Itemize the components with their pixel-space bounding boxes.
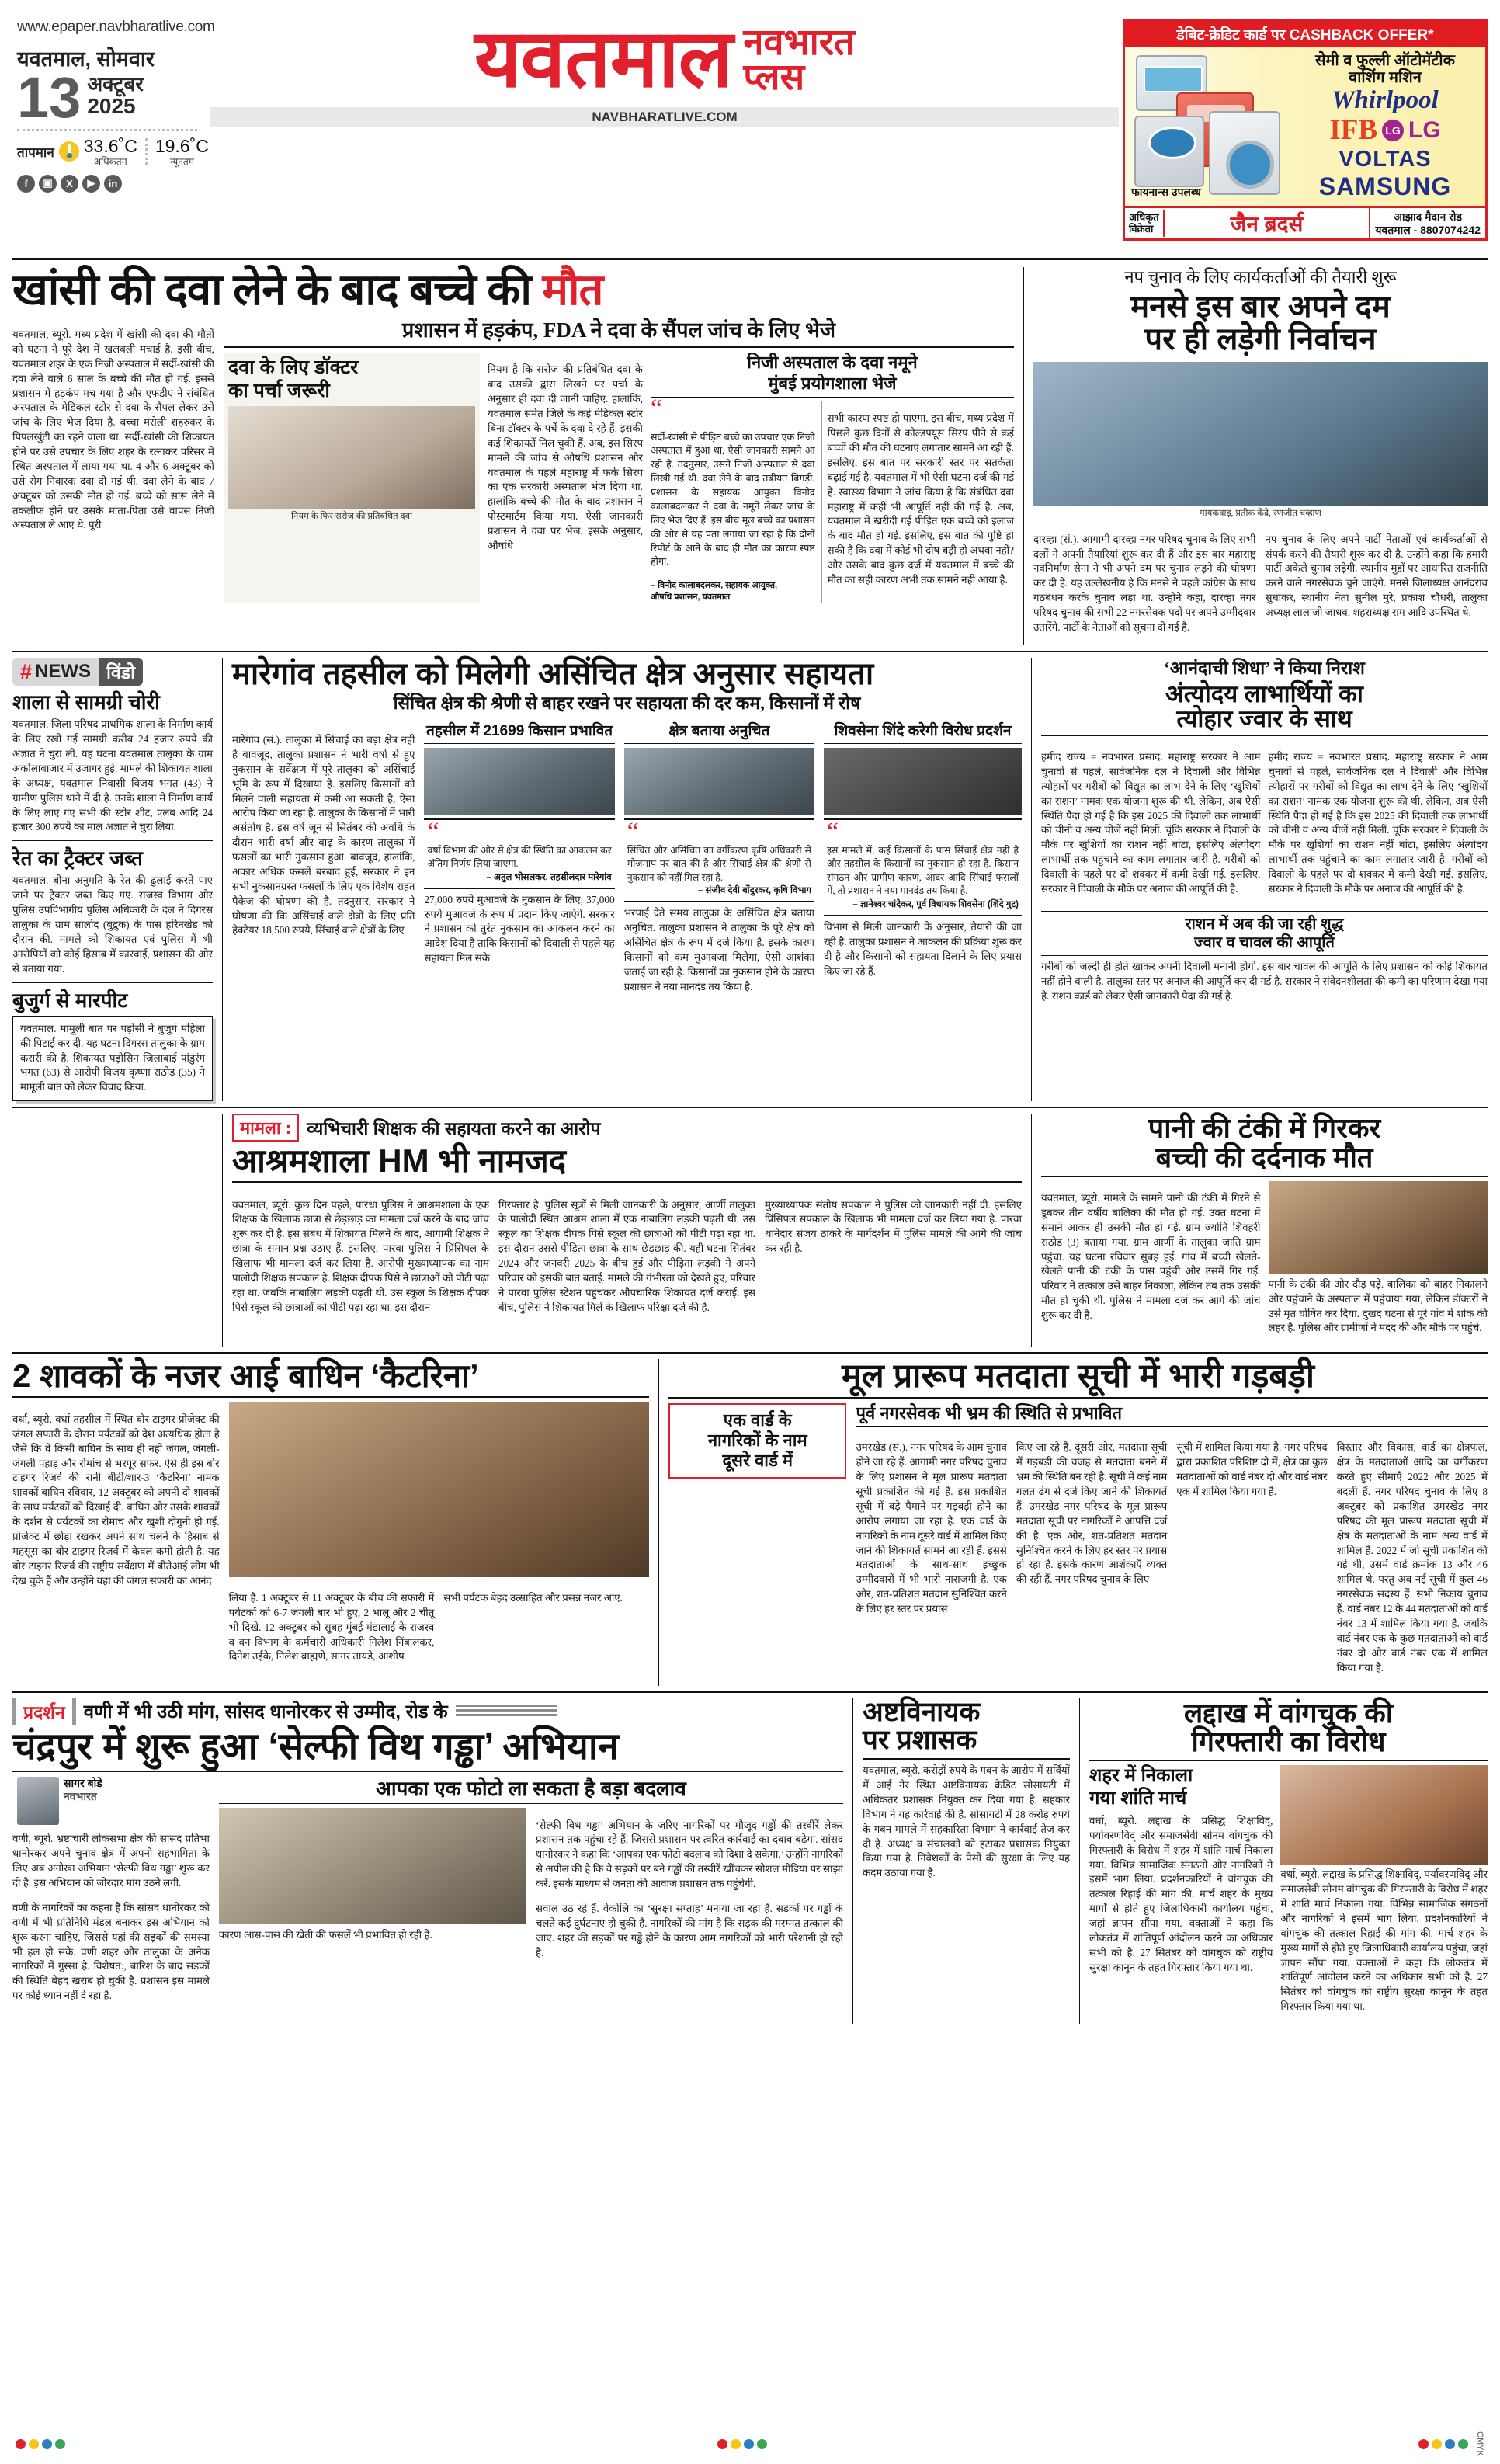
ladakh-photo-col — [1280, 1765, 1488, 2024]
ladakh-sub-col — [1089, 1765, 1273, 2024]
news-tag-right: विंडो — [99, 658, 143, 686]
ladakh-sub-title-line2: गया शांति मार्च — [1089, 1788, 1187, 1809]
ashtavinayak-story — [852, 1698, 1070, 2025]
section-rule-2 — [12, 1107, 1488, 1108]
date-month: अक्टूबर — [87, 72, 144, 96]
lead-paragraph-3: सर्दी-खांसी से पीड़ित बच्चे का उपचार एक निजी अस्पताल में हुआ था, ऐसी जानकारी सामने आ रही है. तदनुसार, उसने निजी अस्पताल से दवा लिखी गई थी. दवा लेने के बाद तबीयत बिगड़ी. प्रशासन के सहायक आयुक्त विनोद कालाबदलकर ने दवा के नमूने लेकर जांच के लिए भेज दिए हैं. इस बीच मूल बच्चे का प्रशासन की ओर से यह पता लगाया जा रहा है कि दोनों रिपोर्ट के आने के बाद ही मौत का कारण स्पष्ट होगा. — [651, 431, 815, 568]
selfie-paragraph-3: ‘सेल्फी विथ गड्ढा’ अभियान के जरिए नागरिकों पर मौजूद गड्ढों की तस्वीरें लेकर प्रशासन तक पहुंचा रहे हैं, जिससे प्रशासन पर त्वरित कार्रवाई का दबाव बढ़ेगा. सांसद धानोरकर ने कहा कि ‘आपका एक फोटो बदलाव को दिशा दे सकेगा.’ उन्होंने नागरिकों से अपील की है कि वे सड़कों पर बने गड्ढों की तस्वीरें खींचकर सोशल मीडिया पर साझा करें. इसके माध्यम से जनता की आवाज प्रशासन तक पहुंचेगी. — [535, 1819, 843, 1890]
lg-logo-icon: LG — [1382, 120, 1404, 141]
theft-story-body: यवतमाल. जिला परिषद प्राथमिक शाला के निर्माण कार्य के लिए रखी गई सामग्री करीब 24 हजार रुपये की अज्ञात ने चुरा ली. यह घटना यवतमाल तालुका के ग्राम अकोलाबाजार में उजागर हुई. मामले की शिकायत शाला के अध्यक्ष, यवतमाल निवासी विजय भगत (43) ने ग्रामीण पुलिस थाने में दी है. उनके शाला में निर्माण कार्य के लिए लाए गए सभी की स्टोर शीट, एलंब आदि 24 हजार 300 रुपये का माल अज्ञात ने चुरा लिया. — [12, 718, 213, 833]
ad-brand-samsung: SAMSUNG — [1318, 172, 1452, 201]
mns-story — [1023, 267, 1488, 645]
website-strip[interactable] — [210, 107, 1119, 127]
ad-address-line1: आझाद मैदान रोड — [1394, 210, 1463, 224]
website-strip-text: NAVBHARATLIVE.COM — [592, 109, 738, 124]
masthead-left-info — [12, 19, 215, 193]
assault-story-box — [12, 1016, 213, 1101]
color-dot-yellow-3 — [1432, 2439, 1442, 2449]
anandachi-story — [1031, 658, 1488, 1101]
lead-subbox-title-line2: का पर्चा जरूरी — [228, 380, 330, 402]
lead-right-box-title-line2: मुंबई प्रयोगशाला भेजे — [768, 373, 897, 393]
medicine-photo-caption: नियम के फिर सरोज की प्रतिबंधित दवा — [290, 512, 413, 522]
color-dot-red — [16, 2439, 26, 2449]
maregaon-boxed-stat: तहसील में 21699 किसान प्रभावित — [424, 723, 614, 744]
temperature-min: 19.6˚C — [155, 135, 209, 156]
tank-headline-line2: बच्ची की दर्दनाक मौत — [1155, 1141, 1373, 1173]
lead-right-box-title — [651, 353, 1014, 398]
temperature-max: 33.6˚C — [83, 135, 137, 156]
epaper-url[interactable]: www.epaper.navbharatlive.com — [17, 19, 215, 35]
news-window-tag[interactable] — [12, 658, 143, 686]
lead-quote-col — [651, 394, 815, 603]
lead-paragraph-4-col — [821, 401, 1014, 603]
twitter-x-icon[interactable]: X — [61, 175, 78, 193]
third-band-spacer — [12, 1114, 213, 1346]
ad-brand-ifb: IFB — [1329, 114, 1377, 147]
tank-photo — [1269, 1181, 1488, 1274]
lead-subbox-title-line1: दवा के लिए डॉक्टर — [228, 356, 359, 379]
selfie-author-avatar — [17, 1777, 59, 1825]
color-dot-red-2 — [717, 2439, 727, 2449]
maregaon-col-4 — [824, 723, 1022, 1005]
voterlist-text-col — [856, 1403, 1488, 1686]
selfie-story — [12, 1698, 843, 2025]
ashram-story — [222, 1114, 1022, 1346]
maregaon-subdeck-mid: क्षेत्र बताया अनुचित — [624, 723, 814, 744]
anandachi-paragraph-1: हमीद राज्य = नवभारत प्रसाद. महाराष्ट्र सरकार ने आम चुनावों से पहले, सार्वजनिक दल ने दिवाली और विभिन्न त्योहारों पर गरीबों को विद्युत का लाभ देने के लिए ‘खुशियों का राशन’ नामक एक योजना शुरू की थी. लेकिन, अब ऐसी स्थिति पैदा हो गई है कि इस 2025 की दिवाली तक लाभार्थी को चीनी व अन्य चीजें नहीं मिलीं. चूंकि सरकार ने दिवाली के मौके पर खुशियों का राशन नहीं बांटा, इसलिए अंत्योदय लाभार्थी तक पहुंचाने का काम लगातार जारी है. गरीबों को दिवाली के पहले पर दो शक्कर में कमी देखी गई. इसलिए, सरकार ने दिवाली के मौके पर अनाज की आपूर्ति की है. — [1041, 751, 1261, 895]
maregaon-col-3 — [624, 723, 814, 1005]
cmyk-mark: CMYK — [1475, 2431, 1484, 2456]
news-tag-left — [12, 658, 99, 686]
ad-address — [1369, 208, 1485, 238]
ad-brand-row — [1291, 113, 1479, 147]
sand-story-title: रेत का ट्रैक्टर जब्त — [12, 846, 143, 871]
selfie-paragraph-4: सवाल उठ रहे हैं. वेकोलि का ‘सुरक्षा सप्ताह’ मनाया जा रहा है. सड़कों पर गड्ढों के चलते कई दुर्घटनाएं हो चुकी हैं. नागरिकों की मांग है कि सड़क की मरम्मत तत्काल की जाए. शहर की सड़कों पर गड्ढे होने के कारण आम नागरिकों को भारी परेशानी हो रही है. — [535, 1903, 843, 1958]
voterlist-callout-line1: एक वार्ड के — [723, 1409, 792, 1430]
ad-brand-whirlpool: Whirlpool — [1332, 85, 1439, 114]
lead-headline-highlight: मौत — [542, 265, 603, 314]
lead-quote-attrib-line2: औषधि प्रशासन, यवतमाल — [651, 592, 731, 602]
ashtavinayak-headline-line2: पर प्रशासक — [863, 1725, 977, 1756]
voterlist-callout-text — [677, 1410, 838, 1472]
footer-color-bar-right — [1418, 2431, 1484, 2456]
lead-column-1 — [12, 318, 214, 603]
third-band — [12, 1114, 1488, 1346]
color-dot-green — [55, 2439, 65, 2449]
fourth-band — [12, 1359, 1488, 1686]
anandachi-sub-title — [1041, 911, 1488, 956]
voterlist-paragraph-3: सूची में शामिल किया गया है. नगर परिषद द्वारा प्रकाशित परिशिष्ट दो में, क्षेत्र का कुछ मतदाताओं को वार्ड नंबर दो और वार्ड नंबर एक में शामिल किया गया है. — [1176, 1441, 1328, 1498]
masthead-brand-plus: प्लस — [743, 55, 805, 97]
maregaon-quote-1 — [424, 818, 614, 889]
tank-col-1 — [1041, 1181, 1261, 1347]
news-window-column — [12, 658, 213, 1101]
ad-address-line2: यवतमाल - 8807074242 — [1375, 223, 1481, 236]
maregaon-paragraph-1: मारेगांव (सं.). तालुका में सिंचाई का बड़ा क्षेत्र नहीं है बावजूद, तालुका प्रशासन ने भारी वर्षा से हुए नुकसान के सर्वेक्षण में पूरे तालुका को असिंचाई भूमि के रूप में दिखाया है. इसलिए किसानों को मिलने वाली सहायता में कमी आ सकती है, ऐसा आरोप किया जा रहा है. तालुका के किसानों में भारी असंतोष है. इस वर्ष जून से सितंबर की अवधि के दौरान भारी वर्षा और बाढ़ के कारण तालुका में फसलों का भारी नुकसान हुआ. बावजूद, हालांकि, अकार अधिक फसलें बरबाद हुईं, सरकार ने इन सभी नुकसानग्रस्त फसलों के लिए एक विशेष राहत पैकेज की घोषणा की है. तदनुसार, सरकार ने घोषणा की कि असिंचाई वाले क्षेत्रों के लिए प्रति हेक्टेयर 18,500 रुपये, सिंचाई वाले क्षेत्रों के लिए — [232, 734, 415, 937]
voterlist-paragraph-1: उमरखेड (सं.). नगर परिषद के आम चुनाव होने जा रहे हैं. आगामी नगर परिषद चुनाव के लिए प्रशासन ने मूल प्रारूप मतदाता सूची प्रकाशित की गई है. इस प्रकाशित सूची में बड़े पैमाने पर गड़बड़ी होने का आरोप लगाया जा रहा है. एक वार्ड के नागरिकों के नाम दूसरे वार्ड में शामिल किए जाने की शिकायतें सामने आ रही हैं. इससे मतदाताओं के साथ-साथ इच्छुक उम्मीदवारों में भी भारी नाराजगी है. एक ओर, शत-प्रतिशत मतदान सुनिश्चित करने के लिए हर स्तर पर प्रयास — [856, 1441, 1007, 1615]
ashtavinayak-headline — [863, 1698, 1070, 1760]
anandachi-headline-line1: अंत्योदय लाभार्थियों का — [1165, 679, 1363, 707]
mns-photo — [1033, 362, 1488, 506]
selfie-tag-text: वणी में भी उठी मांग, सांसद धानोरकर से उम्मीद, रोड के — [83, 1701, 448, 1723]
news-tag-label: NEWS — [35, 661, 92, 683]
anandachi-sub-body: गरीबों को जल्दी ही होते खाकर अपनी दिवाली मनानी होगी. इस बार चावल की आपूर्ति के लिए प्रशासन को कोई शिकायत नहीं होने वाली है. तालुका स्तर पर अनाज की आपूर्ति कर दी गई है. सरकार ने संवेदनशीलता की कमी का परिणाम देखा गया है. राशन कार्ड को लेकर ऐसी जानकारी पैदा की गई है. — [1041, 961, 1488, 1002]
selfie-tagline — [12, 1698, 843, 1725]
selfie-byline-org: नवभारत — [64, 1789, 97, 1802]
maregaon-paragraph-4: विभाग से मिली जानकारी के अनुसार, तैयारी की जा रही है. तालुका प्रशासन ने आकलन की प्रक्रिया शुरू कर दी है और किसानों को सहायता दिलाने के लिए प्रयास किए जा रहे हैं. — [823, 920, 1022, 977]
ladakh-sub-title — [1089, 1765, 1273, 1810]
fifth-band — [12, 1698, 1488, 2025]
anandachi-headline-line2: त्योहार ज्वार के साथ — [1176, 705, 1352, 733]
tiger-story — [12, 1359, 649, 1686]
maregaon-quote-text-2: सिंचित और असिंचित का वर्गीकरण कृषि अधिकारी से मोजमाप पर बात की है और सिंचाई क्षेत्र की श्रेणी से नुकसान को नहीं मिल रहा है. — [627, 844, 811, 883]
tiger-photo — [229, 1402, 649, 1577]
ad-box — [1123, 19, 1488, 241]
lead-story — [12, 267, 1014, 645]
date-day: 13 — [17, 65, 82, 130]
ladakh-sub-title-line1: शहर में निकाला — [1089, 1765, 1193, 1787]
selfie-main-col — [219, 1777, 843, 2014]
voterlist-story — [658, 1359, 1488, 1686]
ashtavinayak-body: यवतमाल, ब्यूरो. करोड़ों रुपये के गबन के आरोप में सर्वियों में आई नेर स्थित अष्टविनायक क्रेडिट सोसायटी में अधिकतर प्रशासक नियुक्त कर दिया गया है. सहकार विभाग ने यह कार्रवाई की है. सोसायटी में 28 करोड़ रुपये के गबन मामले में सहकारिता विभाग ने कार्रवाई तेज कर दी है. अध्यक्ष व संचालकों को हटाकर प्रशासक नियुक्त किया गया है. निवेशकों के पैसों की सुरक्षा के लिए यह कदम उठाया गया है. — [863, 1764, 1070, 1879]
tiger-headline: 2 शावकों के नजर आई बाधिन ‘कैटरिना’ — [12, 1359, 649, 1398]
voterlist-paragraph-2: किए जा रहे हैं. दूसरी ओर, मतदाता सूची में गड़बड़ी की वजह से मतदाता बनने में भ्रम की स्थिति बन रही है. सूची में कई नाम गलत ढंग से दर्ज किए जाने की शिकायतें हैं. उमरखेड नगर परिषद के मूल प्रारूप मतदाता सूची पर नागरिकों ने आपत्ति दर्ज की है. एक ओर, शत-प्रतिशत मतदान सुनिश्चित करने के लिए हर स्तर पर प्रयास हो रहा है. इसके कारण आशंकाएँ व्यक्त की रही हैं. नगर परिषद चुनाव के लिए — [1016, 1441, 1168, 1586]
footer-color-bar-center — [717, 2439, 767, 2449]
instagram-icon[interactable]: ▣ — [39, 175, 57, 193]
maregaon-col-2 — [424, 723, 614, 1005]
lead-right-box-title-line1: निजी अस्पताल के दवा नमूने — [747, 353, 918, 373]
anandachi-sub-title-line1: राशन में अब की जा रही शुद्ध — [1185, 916, 1344, 933]
masthead-title: यवतमाल — [474, 14, 733, 104]
color-dot-yellow-2 — [731, 2439, 741, 2449]
ashram-paragraph-1: यवतमाल, ब्यूरो. कुछ दिन पहले, पारधा पुलिस ने आश्रमशाला के एक शिक्षक के खिलाफ छात्रा से छेड़छाड़ का मामला दर्ज करने के बाद जांच शुरू कर दी है. इस संबंध में शिकायत मिलने के बाद, आगामी शिक्षक ने छात्रा के समान प्रश्न उठाए हैं. इसलिए, पारवा पुलिस ने प्रिंसिपल के खिलाफ भी मामला दर्ज कर लिया है. आरोपी मुख्याध्यापक का नाम पालोदी शिक्षक सपकाल है. शिक्षक दीपक पिसे ने छात्राओं को पीटी पढ़ा रहा था. जबकि नाबालिग लड़की पढ़ती थी. उस स्कूल के शिक्षक दीपक पिसे स्कूल की छात्राओं को पीटी पढ़ा रहा था. इस दौरान — [232, 1198, 489, 1313]
theft-story-title: शाला से सामग्री चोरी — [12, 690, 160, 714]
maregaon-paragraph-3: भरपाई देते समय तालुका के असिंचित क्षेत्र बताया अनुचित. तालुका प्रशासन ने तालुका के पूरे क्षेत्र को असिंचित क्षेत्र के रूप में दर्ज किया है. इसके कारण किसानों को कम मुआवजा मिलेगा, ऐसी आशंका जताई जा रही है. किसानों का नुकसान होने के कारण प्रशासन ने नया मानदंड तय किया है. — [623, 907, 814, 992]
tiger-paragraph-1: वर्धा, ब्यूरो. वर्धा तहसील में स्थित बोर टाइगर प्रोजेक्ट की जंगल सफारी के दौरान पर्यटकों को देश अत्यधिक होता है जैसे कि वे किसी बाघिन के साथ ही नहीं जंगल, जंगली-जंगली पहाड़ और रोमांच से भरपूर सफर. ऐसे ही इस बोर टाइगर रिजर्व की रानी बीटी/शार-3 ‘कैटरिना’ नामक शावकों बाघिन रविवार, 12 अक्टूबर को अपनी दो शावकों के साथ पर्यटकों को दिखाई दी. बाघिन और उसके शावकों के दर्शन से पर्यटकों का रोमांच और खुशी दोगुनी हो गई. प्रोजेक्ट में छोड़ा रखकर अपने साथ चलने के हिसाब से महसूस का बोर टाइगर रिजर्व में केवल कमी होती है. यह बोर टाइगर रिजर्व की राष्ट्रीय सर्वेक्षण में बीतेआई लोग भी देख चुके हैं और उन्होंने यहां की जंगल सफारी का आनंद — [12, 1413, 220, 1586]
maregaon-quote-2 — [624, 818, 814, 903]
mns-headline-line2: पर ही लड़ेगी निर्वाचन — [1144, 322, 1377, 357]
selfie-byline-name: सागर बोडे — [64, 1777, 102, 1790]
color-dot-green-3 — [1458, 2439, 1468, 2449]
temperature-max-label: अधिकतम — [93, 155, 127, 167]
ad-line-2: वाशिंग मशिन — [1349, 69, 1422, 87]
selfie-paragraph-2: वणी के नागरिकों का कहना है कि सांसद धानोरकर को वणी में भी प्रतिनिधि मंडल बनाकर इस अभियान को शुरू करना चाहिए, जिससे यहां की सड़कों की समस्या भी हल हो सके. वणी शहर और तालुका के अनेक नागरिकों में गुस्सा है. विशेषत:, बारिश के बाद सड़कों की स्थिति बेहद खराब हो चुकी है. प्रशासन इस मामले पर कोई ध्यान नहीं दे रहा है. — [12, 1901, 210, 2002]
maregaon-quote-name-2: – संजीव देवी बोंदुरकर, कृषि विभाग — [697, 886, 811, 896]
ad-brand-voltas: VOLTAS — [1339, 147, 1432, 172]
masthead-advertisement[interactable] — [1123, 19, 1488, 241]
facebook-icon[interactable]: f — [17, 175, 35, 193]
selfie-photo-caption: कारण आस-पास की खेती की फसलें भी प्रभावित हो रही हैं. — [218, 1929, 432, 1941]
lead-headline-main: खांसी की दवा लेने के बाद बच्चे की — [12, 265, 543, 314]
color-dot-blue-3 — [1445, 2439, 1455, 2449]
voterlist-headline: मूल प्रारूप मतदाता सूची में भारी गड़बड़ी — [668, 1359, 1488, 1399]
tank-col-2 — [1269, 1181, 1488, 1347]
masthead-logo-area — [207, 14, 1123, 127]
tank-headline-line1: पानी की टंकी में गिरकर — [1148, 1112, 1381, 1145]
sand-story-body: यवतमाल. बीना अनुमति के रेत की ढुलाई करते पाए जाने पर ट्रैक्टर जब्त किए गए. राजस्व विभाग और पुलिस उपविभागीय पुलिस अधिकारी के दल ने दिगरस तालुका के ग्राम सालोद (बुद्रुक) के पास हरिनखेड को दौरान की. मामले को शिकायत एवं पुलिस में भी आरोपियों को कोई हिसाब में कारवाई, प्रशासन की ओर से बताया गया. — [12, 874, 213, 975]
selfie-red-tag: प्रदर्शन — [12, 1698, 76, 1725]
voterlist-callout-line3: दूसरे वार्ड में — [722, 1451, 793, 1471]
ad-authorized-line1: अधिकृत — [1129, 211, 1159, 224]
maregaon-quote-name-3: – ज्ञानेश्वर चांदेकर, पूर्व विधायक शिवसेना (शिंदे गुट) — [852, 899, 1019, 909]
ladakh-headline-line1: लद्दाख में वांगचुक की — [1183, 1696, 1394, 1729]
quote-icon-3: “ — [826, 817, 839, 846]
ashram-tagline — [232, 1114, 1022, 1142]
maregaon-quote-text-3: इस मामले में, कई किसानों के पास सिंचाई क्षेत्र नहीं है और तहसील के किसानों का नुकसान हो रहा है. किसान संगठन और ग्रामीण कारण, आदर आदि सिंचाई फसलों में, तो प्रशासन ने नया मानदंड तय किया है. — [826, 844, 1019, 897]
maregaon-quote-3 — [824, 818, 1022, 916]
tiger-photo-col — [229, 1402, 649, 1675]
anandachi-kicker: ‘आनंदाची शिधा’ ने किया निराश — [1164, 659, 1365, 679]
maregaon-story — [222, 658, 1022, 1101]
lead-main-block — [224, 318, 1014, 603]
quote-icon-2: “ — [627, 817, 639, 846]
selfie-photo-col — [219, 1808, 526, 1971]
second-band — [12, 658, 1488, 1101]
ad-finance-text: फायनान्स उपलब्ध — [1131, 186, 1201, 199]
ad-authorized-line2: विक्रेता — [1129, 222, 1154, 235]
ladakh-photo — [1280, 1765, 1488, 1865]
temperature-block — [17, 136, 207, 168]
selfie-byline-col — [12, 1777, 210, 2014]
tank-headline — [1041, 1114, 1488, 1177]
maregaon-photo-2 — [624, 748, 814, 815]
maregaon-photo-1 — [424, 748, 614, 815]
voterlist-callout-box — [668, 1403, 846, 1479]
section-rule-3 — [12, 1352, 1488, 1354]
maregaon-photo-3 — [824, 748, 1022, 815]
hash-icon: # — [20, 659, 33, 683]
lead-paragraph-2: नियम है कि सरोज की प्रतिबंधित दवा के बाद उसकी द्वारा लिखने पर पर्चा के अनुसार ही दवा दी जानी चाहिए. हालांकि, यवतमाल समेत जिले के कई मेडिकल स्टोर बिना डॉक्टर के पर्चे के दवा दे रहे हैं. इसकी कई शिकायतें मिल चुकी हैं. अब, इस सिरप मामले की जांच से औषधि प्रशासन और यवतमाल के पहले महाराष्ट्र में फर्क सिरप का एक सरकारी अस्पताल भंज दिया था. हालांकि बच्चे की मौत के बाद प्रशासन ने पोस्टमार्टम किया गया. ऐसी जानकारी प्रशासन ने दवा पर भेज. इसके अनुसार, औषधि — [488, 363, 643, 551]
ad-footer — [1125, 206, 1485, 238]
tiger-paragraph-2: लिया है. 1 अक्टूबर से 11 अक्टूबर के बीच की सफारी में पर्यटकों को 6-7 जंगली बार भी हुए, 2 भालू और 2 चीतू भी दिखे. 12 अक्टूबर को सुबह मुंबई मंडालाई के राजस्व व वन विभाग के कर्मचारी अधिकारी निलेश निंबालकर, दिनेश उईके, निलेश ब्राह्मणे, सागर तायडे, आशीष — [228, 1591, 435, 1663]
ashram-headline: आश्रमशाला HM भी नामजद — [232, 1144, 1022, 1183]
ad-authorized-dealer — [1125, 210, 1165, 237]
temperature-label: तापमान — [17, 144, 54, 160]
top-section — [12, 267, 1488, 645]
lead-right-box — [651, 353, 1014, 603]
ad-body — [1125, 47, 1485, 206]
triple-rule-icon — [456, 1705, 557, 1719]
maregaon-paragraph-2: 27,000 रुपये मुआवजे के नुकसान के लिए, 37,000 रुपये मुआवजे के रूप में प्रदान किए जाएंगे. सरकार ने प्रशासन को तुरंत नुकसान का आकलन करने का आदेश दिया है ताकि किसानों को दिवाली से पहले यह सहायता मिल सके. — [424, 893, 615, 964]
lead-deck: प्रशासन में हड़कंप, FDA ने दवा के सैंपल जांच के लिए भेजे — [224, 318, 1014, 348]
ad-text-block — [1291, 52, 1479, 201]
ad-line-1: सेमी व फुल्ली ऑटोमॅटीक — [1315, 52, 1455, 69]
maregaon-quote-text-1: वर्षा विभाग की ओर से क्षेत्र की स्थिति का आकलन कर अंतिम निर्णय लिया जाएगा. — [427, 844, 612, 870]
maregaon-col-1 — [232, 723, 415, 1005]
news-window-rule-2 — [12, 982, 213, 983]
ladakh-headline — [1089, 1698, 1488, 1762]
assault-story-title: बुजुर्ग से मारपीट — [12, 988, 128, 1012]
mns-kicker: नप चुनाव के लिए कार्यकर्ताओं की तैयारी शुरू — [1124, 267, 1397, 287]
mns-headline-line1: मनसे इस बार अपने दम — [1130, 290, 1391, 325]
lead-quote-attrib-line1: – विनोद कालाबदलकर, सहायक आयुक्त, — [651, 580, 778, 590]
ashram-paragraph-2: गिरफ्तार है. पुलिस सूत्रों से मिली जानकारी के अनुसार, आर्णी तालुका के पालोदी स्थित आश्रम शाला में एक नाबालिग लड़की पढ़ती थी. उस स्कूल का शिक्षक दीपक पिसे स्कूल की छात्राओं को पीटी पढ़ा रहा था. इस दौरान उससे पीड़िता छात्रा के साथ छेड़छाड़ की. यही घटना सितंबर 2024 और जनवरी 2025 के बीच हुई और पीड़िता लड़की ने अपने परिवार को इसकी बात बताई. मामले की गंभीरता को देखते हुए, परिवार ने पारवा पुलिस स्टेशन पहुंचकर औपचारिक शिकायत दर्ज कराई. इस बीच, पुलिस ने शिकायत मिले के खिलाफ परिक्षा दर्ज की है. — [498, 1198, 755, 1313]
ashram-red-label: मामला : — [232, 1114, 299, 1142]
logo-row — [207, 14, 1123, 104]
section-rule-1 — [12, 651, 1488, 652]
ad-product-images — [1131, 52, 1286, 201]
quote-open-icon: “ — [651, 394, 663, 423]
ladakh-body-1: वर्धा, ब्यूरो. लद्दाख के प्रसिद्ध शिक्षाविद्, पर्यावरणविद् और समाजसेवी सोनम वांगचुक की गिरफ्तारी के विरोध में शहर में शांति मार्च निकाला गया. विभिन्न सामाजिक संगठनों और नागरिकों ने इसमें भाग लिया. प्रदर्शनकारियों ने वांगचुक की तत्काल रिहाई की मांग की. मार्च शहर के मुख्य मार्गों से होते हुए जिलाधिकारी कार्यालय पहुंचा, जहां ज्ञापन सौंपा गया. वक्ताओं ने कहा कि लोकतंत्र में शांतिपूर्ण आंदोलन करने का अधिकार सभी को है. 27 सितंबर को वांगचुक को राष्ट्रीय सुरक्षा कानून के तहत गिरफ्तार किया गया था. — [1089, 1814, 1273, 1973]
masthead-subtitle-group — [743, 21, 855, 97]
lead-subbox — [224, 353, 480, 603]
selfie-text-col — [536, 1808, 843, 1971]
dateline — [17, 65, 207, 130]
masthead-rule-thick — [12, 258, 1488, 260]
tiger-paragraph-3: सभी पर्यटक बेहद उत्साहित और प्रसन्न नजर आए. — [443, 1591, 623, 1604]
section-rule-4 — [12, 1691, 1488, 1693]
maregaon-deck: सिंचित क्षेत्र की श्रेणी से बाहर रखने पर सहायता की दर कम, किसानों में रोष — [232, 693, 1022, 718]
temperature-min-label: न्यूनतम — [169, 155, 194, 167]
tank-paragraph-1: यवतमाल, ब्यूरो. मामले के सामने पानी की टंकी में गिरने से डूबकर तीन वर्षीय बालिका की मौत हो गई. उक्त घटना में समाने आकर ही उसकी मौत हो गई. ग्राम ज्योति शिवहरी राठोड (3) बताया गया. ग्राम आर्णी के तालुका जाति ग्राम पहुंचा. यह घटना रविवार सुबह हुई. गांव में बच्ची खेलते-खेलते पानी की टंकी के पास पहुंची और उसमें गिर गई. परिवार ने तत्काल उसे बाहर निकाला, लेकिन तब तक उसकी मौत हो चुकी थी. पुलिस ने मामला दर्ज कर आगे की जांच शुरू कर दी है. — [1041, 1192, 1261, 1322]
ladakh-story — [1079, 1698, 1488, 2025]
color-dot-blue — [42, 2439, 52, 2449]
mns-paragraph-1: दारव्हा (सं.). आगामी दारव्हा नगर परिषद चुनाव के लिए सभी दलों ने अपनी तैयारियां शुरू कर दी हैं और इस बार महाराष्ट्र नवनिर्माण सेना ने भी अपने दम पर चुनाव लड़ने की घोषणा कर दी है. यह उल्लेखनीय है कि मनसे ने पहले कांग्रेस के साथ गठबंधन करके चुनाव लड़ा था. उन्होंने कहा, दारव्हा नगर परिषद चुनाव की सभी 22 नगरसेवक पदों पर अपने उम्मीदवार उतारेंगे. पार्टी के नेताओं को सूचना दी गई है. — [1033, 533, 1256, 633]
color-dot-red-3 — [1418, 2439, 1429, 2449]
lead-quote-attrib — [651, 579, 815, 603]
medicine-photo — [228, 406, 475, 509]
ad-shop-name: जैन ब्रदर्स — [1230, 211, 1304, 236]
mns-paragraph-2: नप चुनाव के लिए अपने पार्टी नेताओं एवं कार्यकर्ताओं से संपर्क करने की तैयारी शुरू कर दी है. उन्होंने कहा कि हमारी पार्टी अकेले चुनाव लड़ेगी. स्थानीय मुद्दों पर आधारित राजनीति करने वाले नगरसेवक चुने जाएंगे. मनसे जिलाध्यक्ष आनंदराव सुधाकर, स्थानीय नेता सुनील मुरे, प्रकाश चौधरी, तालुका अध्यक्ष लालाजी जाधव, शहराध्यक्ष राम आदि उपस्थित थे. — [1265, 533, 1488, 619]
youtube-icon[interactable]: ▶ — [82, 175, 100, 193]
ashram-tag-text: व्यभिचारी शिक्षक की सहायता करने का आरोप — [307, 1118, 601, 1139]
mns-photo-caption: गायकवाड़, प्रतीक केंद्रे, रणजीत चव्हाण — [1200, 509, 1321, 519]
selfie-headline: चंद्रपुर में शुरू हुआ ‘सेल्फी विथ गड्ढा’ अभियान — [12, 1728, 843, 1772]
assault-story-body: यवतमाल. मामूली बात पर पड़ोसी ने बुजुर्ग महिला की पिटाई कर दी. यह घटना दिगरस तालुका के ग्राम करारी की है. शिकायत पड़ोसिन जिलाबाई पांडुरंग भगत (63) से आरोपी विजय कृष्णा राठोड (35) ने मामूली बात को लेकर विवाद किया. — [20, 1022, 205, 1093]
voterlist-paragraph-4: विस्तार और विकास, वार्ड का क्षेत्रफल, क्षेत्र के मतदाताओं आदि का वर्गीकरण करते हुए सीमाएँ 2022 और 2025 में बदली हैं. नगर परिषद चुनाव के लिए 8 अक्टूबर को प्रकाशित उमरखेड नगर परिषद की मूल प्रारूप मतदाता सूची में क्षेत्र के मतदाताओं के नाम अन्य वार्ड में शामिल हैं. 2022 में जो सूची प्रकाशित की गई थी, उसमें वार्ड क्रमांक 13 और 46 शामिल थे. परंतु अब नई सूची में कुल 46 नगरसेवक सदस्य हैं. सभी निकाय चुनाव हैं. वार्ड नंबर 12 के 44 मतदाताओं को वार्ड नंबर 13 में शामिल किया गया है. जबकि वार्ड नंबर एक के कुछ मतदाताओं को वार्ड नंबर दो और वार्ड नंबर एक में शामिल किया गया है. — [1336, 1441, 1488, 1673]
tiger-col-1 — [12, 1402, 220, 1675]
ashtavinayak-headline-line1: अष्टविनायक — [863, 1696, 981, 1727]
ad-cashback-banner: डेबिट-क्रेडिट कार्ड पर CASHBACK OFFER* — [1125, 21, 1485, 47]
selfie-photo — [219, 1808, 526, 1924]
color-dot-yellow — [29, 2439, 39, 2449]
lead-paragraph-4: सभी कारण स्पष्ट हो पाएगा. इस बीच, मध्य प्रदेश में पिछले कुछ दिनों से कोल्डफ्यूस सिरप पीने से कई बच्चों की मौत की घटनाएं लगातार सामने आ रही हैं. इसलिए, इस बात पर सरकारी स्तर पर सतर्कता बढ़ाई गई है. यवतमाल में भी ऐसी घटना दर्ज की गई है. स्वास्थ्य विभाग ने जांच किया है कि संबंधित दवा महाराष्ट्र में कहीं भी आपूर्ति नहीं की गई है. अब, यवतमाल में खरीदी गई पीड़ित एक बच्चे को इलाज के बाद मौत हो गई. इसलिए, इस बात की पुष्टि हो सकी है कि दवा में कोई भी दोष बड़ी हो अथवा नहीं? और उसके बाद कुछ दर्ज में यवतमाल में बच्चे की मौत का सही कारण अभी तक सामने नहीं आया है. — [827, 412, 1014, 586]
footer-color-bar-left — [16, 2439, 65, 2449]
date-year: 2025 — [87, 94, 136, 119]
maregaon-headline: मारेगांव तहसील को मिलेगी असिंचित क्षेत्र अनुसार सहायता — [232, 657, 874, 692]
linkedin-icon[interactable]: in — [104, 175, 122, 193]
anandachi-sub-title-line2: ज्वार व चावल की आपूर्ति — [1194, 934, 1335, 952]
color-dot-blue-2 — [744, 2439, 754, 2449]
tank-paragraph-2: पानी के टंकी की ओर दौड़ पड़े. बालिका को बाहर निकालने और पहुंचाने के अस्पताल में पहुंचाया गया, लेकिन डॉक्टरों ने उसे मृत घोषित कर दिया. दुखद घटना से पूरे गांव में शोक की लहर है. पुलिस और ग्रामीणों ने मदद की और मौके पर पहुंचे. — [1268, 1277, 1488, 1334]
voterlist-callout-line2: नागरिकों के नाम — [707, 1430, 807, 1451]
quote-icon-1: “ — [427, 817, 439, 846]
washing-machine-image-4 — [1209, 111, 1280, 195]
washing-machine-image-3 — [1134, 116, 1204, 187]
voterlist-box-col — [668, 1403, 846, 1686]
maregaon-subdeck-right: शिवसेना शिंदे करेगी विरोध प्रदर्शन — [824, 723, 1022, 744]
selfie-sub-headline: आपका एक फोटो ला सकता है बड़ा बदलाव — [219, 1777, 843, 1804]
ladakh-body-2: वर्धा, ब्यूरो. लद्दाख के प्रसिद्ध शिक्षाविद्, पर्यावरणविद् और समाजसेवी सोनम वांगचुक की गिरफ्तारी के विरोध में शहर में शांति मार्च निकाला गया. विभिन्न सामाजिक संगठनों और नागरिकों ने इसमें भाग लिया. प्रदर्शनकारियों ने वांगचुक की तत्काल रिहाई की मांग की. मार्च शहर के मुख्य मार्गों से होते हुए जिलाधिकारी कार्यालय पहुंचा, जहां ज्ञापन सौंपा गया. वक्ताओं ने कहा कि लोकतंत्र में शांतिपूर्ण आंदोलन करने का अधिकार सभी को है. 27 सितंबर को वांगचुक को राष्ट्रीय सुरक्षा कानून के तहत गिरफ्तार किया गया था. — [1280, 1868, 1488, 2013]
social-links — [17, 175, 207, 193]
voterlist-deck: पूर्व नगरसेवक भी भ्रम की स्थिति से प्रभावित — [856, 1403, 1488, 1427]
temperature-divider — [145, 138, 148, 165]
anandachi-paragraph-2: हमीद राज्य = नवभारत प्रसाद. महाराष्ट्र सरकार ने आम चुनावों से पहले, सार्वजनिक दल ने दिवाली और विभिन्न त्योहारों पर गरीबों को विद्युत का लाभ देने के लिए ‘खुशियों का राशन’ नामक एक योजना शुरू की थी. लेकिन, अब ऐसी स्थिति पैदा हो गई है कि इस 2025 की दिवाली तक लाभार्थी को चीनी व अन्य चीजें नहीं मिलीं. चूंकि सरकार ने दिवाली के मौके पर खुशियों का राशन नहीं बांटा, इसलिए अंत्योदय लाभार्थी तक पहुंचाने का काम लगातार जारी है. गरीबों को दिवाली के पहले पर दो शक्कर में कमी देखी गई. इसलिए, सरकार ने दिवाली के मौके पर अनाज की आपूर्ति की है. — [1268, 751, 1488, 895]
lead-subbox-title — [224, 353, 480, 402]
masthead — [12, 0, 1488, 256]
ladakh-headline-line2: गिरफ्तारी का विरोध — [1191, 1725, 1386, 1758]
lead-paragraph-1: यवतमाल, ब्यूरो. मध्य प्रदेश में खांसी की दवा की मौतों को घटना ने पूरे देश में खलबली मचाई है. इसी बीच, यवतमाल शहर के एक निजी अस्पताल में सर्दी-खांसी की दवा लेने वाले 6 साल के बच्चे की मौत हो गई. इससे प्रशासन में हड़कंप मच गया है और एफडीए ने संबंधित अस्पताल के मेडिकल स्टोर से दवा के सैंपल लेकर उसे जांच के लिए भेज दिया है. बच्चा मरोली शहरुकर के पिपलखुंटी का रहने वाला था. सर्दी-खांसी की शिकायत होने पर उसे उपचार के लिए शहर के रत्नाकर परिसर में स्थित अस्पताल में लाया गया था. 4 और 6 अक्टूबर को उसे रोग निवारक दवा दी गई थी. दवा लेने के बाद 7 अक्टूबर को उसकी मौत हो गई. बच्चे को सांस लेने में तकलीफ होने पर उसके माता-पिता उसे वापस निजी अस्पताल ले आए थे. पूरी — [12, 328, 214, 531]
city-and-day: यवतमाल, सोमवार — [17, 47, 155, 71]
lead-column-2 — [488, 353, 643, 603]
ad-brand-lg: LG — [1408, 116, 1441, 143]
mns-headline — [1033, 290, 1488, 356]
news-window-rule-1 — [12, 840, 213, 841]
maregaon-quote-name-1: – अतुल भोसलकर, तहसीलदार मारेगांव — [486, 872, 612, 882]
masthead-brand-navbharat: नवभारत — [743, 21, 855, 63]
page-footer — [16, 2431, 1484, 2456]
lead-headline — [12, 267, 1014, 313]
tank-story — [1031, 1114, 1488, 1346]
anandachi-headline — [1041, 679, 1488, 736]
selfie-paragraph-1: वणी, ब्यूरो. भ्रष्टाचारी लोकसभा क्षेत्र की सांसद प्रतिभा धानोरकर अपने चुनाव क्षेत्र में अपनी सहभागिता के लिए अब अनोखा अभियान ‘सेल्फी विथ गड्ढा’ शुरू कर दी है. इस अभियान को जोरदार मांग उठने लगी. — [12, 1833, 210, 1889]
thermometer-icon — [59, 141, 79, 162]
ashram-paragraph-3: मुख्याध्यापक संतोष सपकाल ने पुलिस को जानकारी नहीं दी. इसलिए प्रिंसिपल सपकाल के खिलाफ भी मामला दर्ज कर लिया गया है. पारवा थानेदार संजय ठाकरे के मार्गदर्शन में पुलिस मामले की आगे की जांच कर रही है. — [765, 1198, 1022, 1255]
color-dot-green-2 — [757, 2439, 767, 2449]
